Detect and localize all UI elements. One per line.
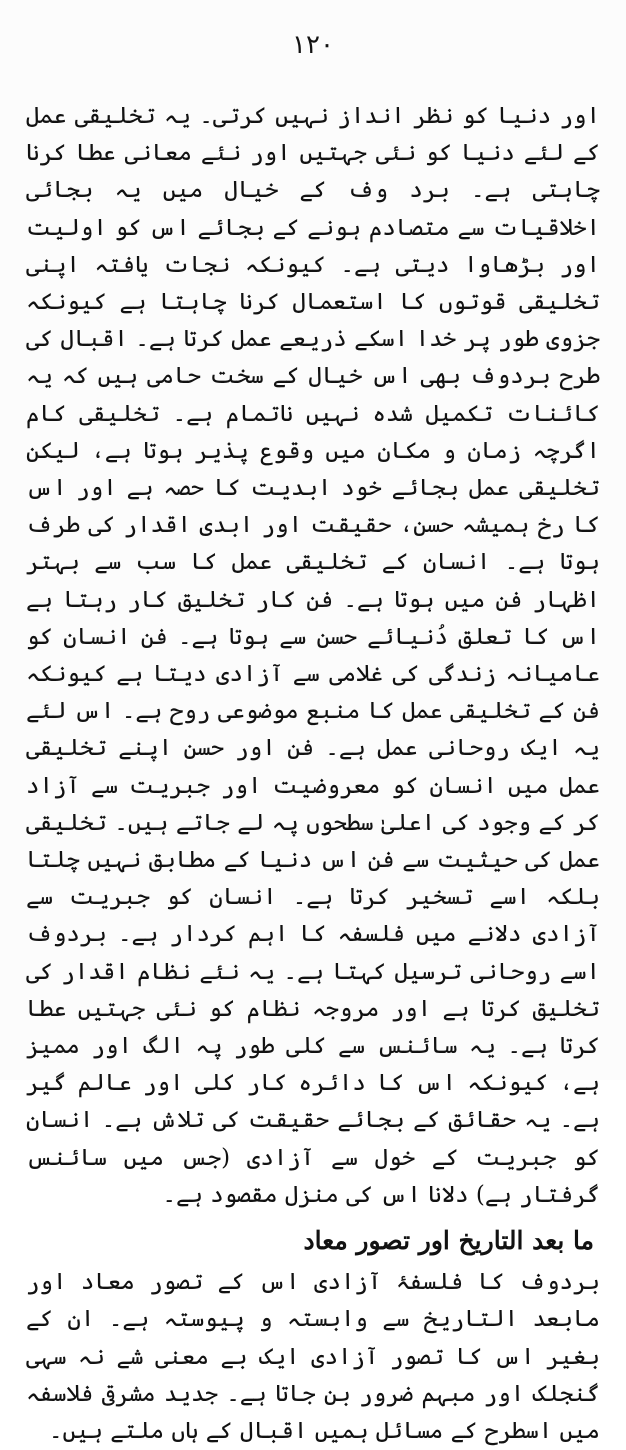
page-number: ۱۲۰ (292, 30, 334, 60)
section-heading: ما بعد التاریخ اور تصور معاد (303, 1226, 594, 1256)
body-paragraph-2: بردوف کا فلسفۂ آزادی اس کے تصور معاد اور مابعد التاریخ سے وابستہ و پیوستہ ہے۔ ان کے بغیر اس کا تصور آزادی ایک بے معنی شے نہ سہی گنجلک اور مبہم ضرور بن جاتا ہے۔ جدید مشرقی فلاسفہ میں اسطرح کے مسائل ہمیں اقبال کے ہاں ملتے ہیں۔ (26, 1269, 600, 1444)
body-paragraph-1: اور دنیا کو نظر انداز نہیں کرتی۔ یہ تخلیقی عمل کے لئے دنیا کو نئی جہتیں اور نئے معانی عطا کرنا چاہتی ہے۔ برد وف کے خیال میں یہ بجائی اخلاقیات سے متصادم ہونے کے بجائے اس کو اولیت اور بڑھاوا دیتی ہے۔ کیونکہ نجات یافتہ اپنی تخلیقی قوتوں کا استعمال کرنا چاہتا ہے کیونکہ جزوی طور پر خدا اسکے ذریعے عمل کرتا ہے۔ اقبال کی طرح بردوف بھی اس خیال کے سخت حامی ہیں کہ یہ کائنات تکمیل شدہ نہیں ناتمام ہے۔ تخلیقی کام اگرچہ زمان و مکان میں وقوع پذیر ہوتا ہے، لیکن تخلیقی عمل بجائے خود ابدیت کا حصہ ہے اور اس کا رخ ہمیشہ حسن، حقیقت اور ابدی اقدار کی طرف ہوتا ہے۔ انسان کے تخلیقی عمل کا سب سے بہتر اظہار فن میں ہوتا ہے۔ فن کار تخلیق کار رہتا ہے اس کا تعلق دُنیائے حسن سے ہوتا ہے۔ فن انسان کو عامیانہ زندگی کی غلامی سے آزادی دیتا ہے کیونکہ فن کے تخلیقی عمل کا منبع موضوعی روح ہے۔ اس لئے یہ ایک روحانی عمل ہے۔ فن اور حسن اپنے تخلیقی عمل میں انسان کو معروضیت اور جبریت سے آزاد کر کے وجود کی اعلیٰ سطحوں پہ لے جاتے ہیں۔ تخلیقی عمل کی حیثیت سے فن اس دنیا کے مطابق نہیں چلتا بلکہ اسے تسخیر کرتا ہے۔ انسان کو جبریت سے آزادی دلانے میں فلسفہ کا اہم کردار ہے۔ بردوف اسے روحانی ترسیل کہتا ہے۔ یہ نئے نظام اقدار کی تخلیق کرتا ہے اور مروجہ نظام کو نئی جہتیں عطا کرتا ہے۔ یہ سائنس سے کلی طور پہ الگ اور ممیز ہے، کیونکہ اس کا دائرہ کار کلی اور عالم گیر ہے۔ یہ حقائق کے بجائے حقیقت کی تلاش ہے۔ انسان کو جبریت کے خول سے آزادی (جس میں سائنس گرفتار ہے) دلانا اس کی منزل مقصود ہے۔ (26, 103, 600, 1208)
